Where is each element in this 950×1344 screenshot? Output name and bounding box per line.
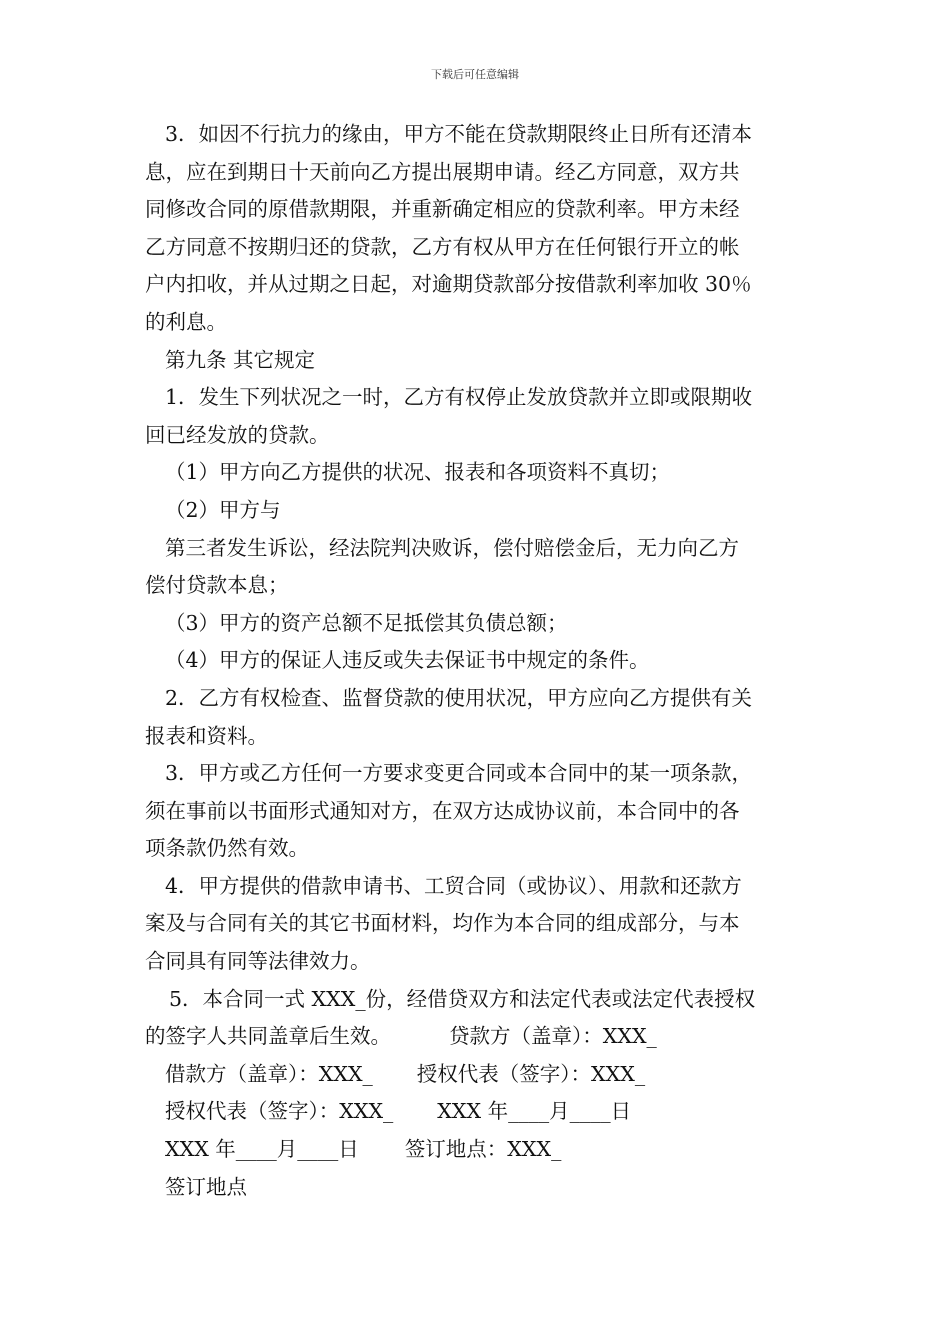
article-9-item-4-line-1: 4．甲方提供的借款申请书、工贸合同（或协议）、用款和还款方 xyxy=(165,873,742,898)
clause-3-line-5: 户内扣收，并从过期之日起，对逾期贷款部分按借款利率加收 30％ xyxy=(145,272,752,297)
lender-authorized-rep-label: 授权代表（签字）：XXX_ xyxy=(416,1061,646,1086)
signature-line-2 xyxy=(145,1056,820,1094)
article-9-item-1-line-2: 回已经发放的贷款。 xyxy=(145,422,330,447)
clause-3-line-6: 的利息。 xyxy=(145,309,227,334)
article-9-item-2-line-1: 2．乙方有权检查、监督贷款的使用状况，甲方应向乙方提供有关 xyxy=(165,685,753,710)
borrower-signing-place-label: 签订地点 xyxy=(165,1174,247,1199)
clause-3-line-3: 同修改合同的原借款期限，并重新确定相应的贷款利率。甲方未经 xyxy=(145,197,740,222)
sub-item-1: （1）甲方向乙方提供的状况、报表和各项资料不真切； xyxy=(165,460,671,485)
sub-item-3: （3）甲方的资产总额不足抵偿其负债总额； xyxy=(165,610,568,635)
sub-item-4: （4）甲方的保证人违反或失去保证书中规定的条件。 xyxy=(165,648,650,673)
borrower-authorized-rep-label: 授权代表（签字）：XXX_ xyxy=(165,1099,394,1124)
article-9-item-1-line-1: 1．发生下列状况之一时，乙方有权停止发放贷款并立即或限期收 xyxy=(165,385,753,410)
article-9-heading: 第九条 其它规定 xyxy=(165,347,316,372)
lender-date-label: XXX 年____月____日 xyxy=(437,1099,632,1124)
page-header-note: 下载后可任意编辑 xyxy=(431,68,519,81)
document-body xyxy=(145,116,820,1206)
article-9-item-4-line-2: 案及与合同有关的其它书面材料，均作为本合同的组成部分，与本 xyxy=(145,911,740,936)
sub-item-2-start: （2）甲方与 xyxy=(165,497,281,522)
clause-3-line-2: 息，应在到期日十天前向乙方提出展期申请。经乙方同意，双方共 xyxy=(145,159,740,184)
signature-line-4 xyxy=(145,1131,820,1169)
article-9-item-3-line-2: 须在事前以书面形式通知对方，在双方达成协议前，本合同中的各 xyxy=(145,798,740,823)
effective-clause-text: 的签字人共同盖章后生效。 xyxy=(145,1024,391,1049)
lender-signing-place-label: 签订地点：XXX_ xyxy=(404,1137,562,1162)
clause-3-line-1: 3．如因不行抗力的缘由，甲方不能在贷款期限终止日所有还清本 xyxy=(165,122,753,146)
signature-line-1 xyxy=(145,1018,820,1056)
clause-3-line-4: 乙方同意不按期归还的贷款，乙方有权从甲方在任何银行开立的帐 xyxy=(145,234,740,259)
article-9-item-3-line-1: 3．甲方或乙方任何一方要求变更合同或本合同中的某一项条款， xyxy=(165,761,753,786)
article-9-item-5-line-1: 5．本合同一式 XXX_份，经借贷双方和法定代表或法定代表授权 xyxy=(169,986,756,1011)
article-9-item-3-line-3: 项条款仍然有效。 xyxy=(145,836,309,861)
sub-item-2-line-2: 第三者发生诉讼，经法院判决败诉，偿付赔偿金后，无力向乙方 xyxy=(165,535,739,560)
borrower-seal-label: 借款方（盖章）：XXX_ xyxy=(165,1061,373,1086)
sub-item-2-line-3: 偿付贷款本息； xyxy=(145,573,289,598)
signature-line-3 xyxy=(145,1093,820,1131)
lender-seal-label: 贷款方（盖章）：XXX_ xyxy=(449,1024,657,1049)
article-9-item-2-line-2: 报表和资料。 xyxy=(145,723,268,748)
borrower-date-label: XXX 年____月____日 xyxy=(165,1137,359,1162)
article-9-item-4-line-3: 合同具有同等法律效力。 xyxy=(145,949,371,974)
